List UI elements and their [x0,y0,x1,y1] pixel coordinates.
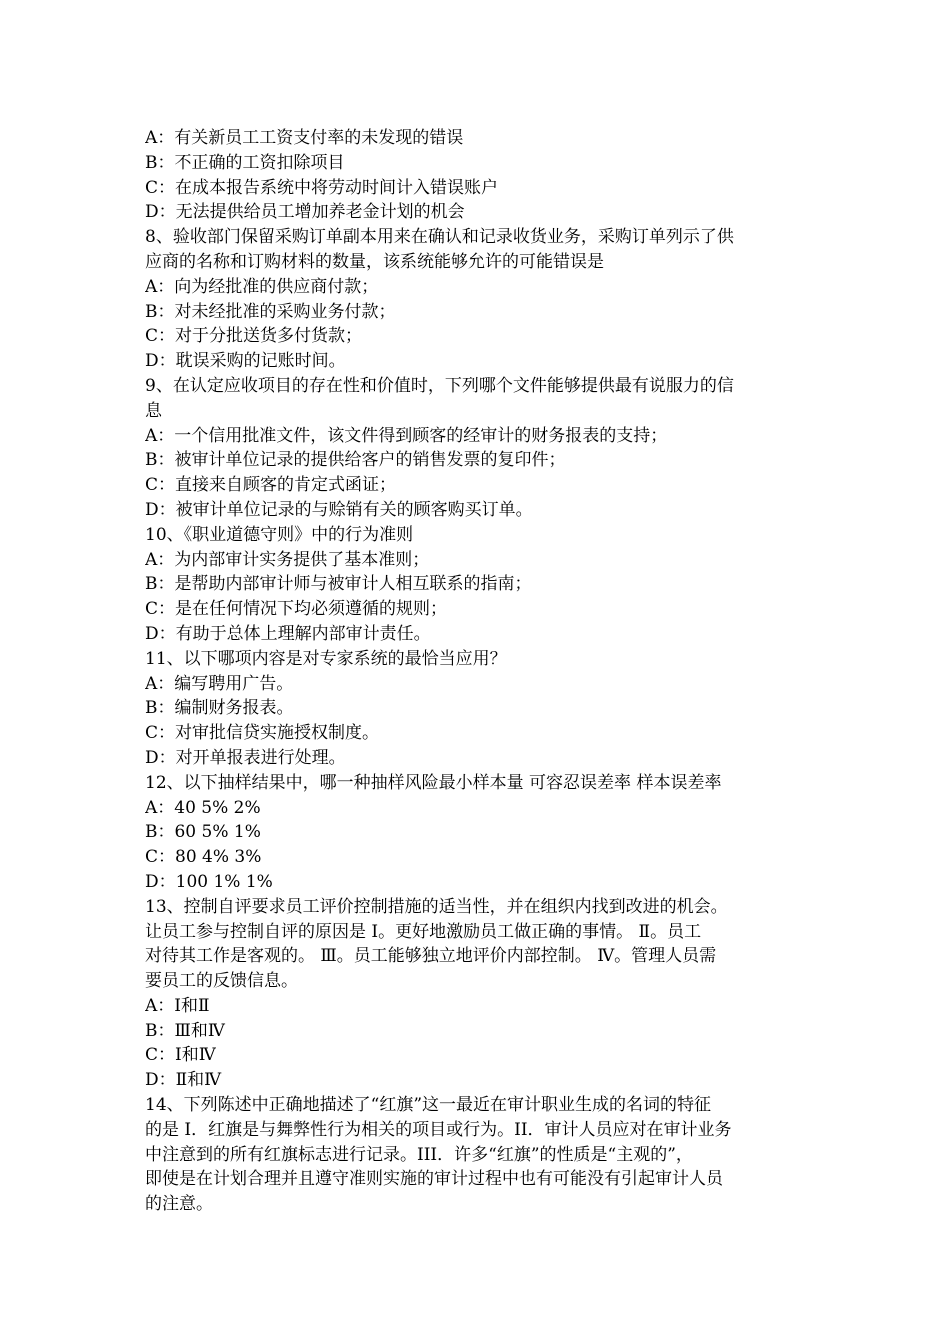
text-line: C：直接来自顾客的肯定式函证； [145,475,397,496]
text-line: B：对未经批准的采购业务付款； [145,301,396,322]
text-line: 息 [145,400,162,421]
text-line: A：一个信用批准文件，该文件得到顾客的经审计的财务报表的支持； [145,425,668,446]
text-line: A：40 5% 2% [145,797,261,818]
text-line: B：编制财务报表。 [145,698,294,719]
text-line: C：在成本报告系统中将劳动时间计入错误账户 [145,177,499,198]
text-line: A：Ⅰ和Ⅱ [145,995,210,1016]
text-line: C：对审批信贷实施授权制度。 [145,723,380,744]
document-page [145,126,810,1217]
text-line: B：60 5% 1% [145,822,261,843]
text-line: B：不正确的工资扣除项目 [145,152,345,173]
text-line: A：有关新员工工资支付率的未发现的错误 [145,128,464,148]
text-line: B：被审计单位记录的提供给客户的销售发票的复印件； [145,450,566,471]
text-line: C：对于分批送货多付货款； [145,326,363,347]
question-11-line: 11、以下哪项内容是对专家系统的最恰当应用？ [145,648,507,669]
text-line: C：Ⅰ和Ⅳ [145,1045,216,1066]
text-line: A：编写聘用广告。 [145,673,294,694]
text-line: A：向为经批准的供应商付款； [145,276,379,297]
text-line: B：Ⅲ和Ⅳ [145,1020,225,1041]
question-12-line: 12、以下抽样结果中，哪一种抽样风险最小样本量 可容忍误差率 样本误差率 [145,772,722,793]
text-line: D：Ⅱ和Ⅳ [145,1070,222,1091]
text-line: 的是 I．红旗是与舞弊性行为相关的项目或行为。II．审计人员应对在审计业务 [145,1119,732,1140]
text-line: 的注意。 [145,1194,213,1215]
text-line: D：100 1% 1% [145,871,273,892]
question-14-line: 14、下列陈述中正确地描述了“红旗”这一最近在审计职业生成的名词的特征 [145,1095,712,1116]
text-line: D：耽误采购的记账时间。 [145,351,346,372]
text-line: D：对开单报表进行处理。 [145,747,346,768]
text-line: 要员工的反馈信息。 [145,971,298,992]
text-line: 让员工参与控制自评的原因是 Ⅰ。更好地激励员工做正确的事情。 Ⅱ。员工 [145,921,702,942]
text-line: C：是在任何情况下均必须遵循的规则； [145,599,448,620]
text-line: D：无法提供给员工增加养老金计划的机会 [145,202,465,223]
question-13-line: 13、控制自评要求员工评价控制措施的适当性，并在组织内找到改进的机会。 [145,896,728,917]
question-9-line: 9、在认定应收项目的存在性和价值时，下列哪个文件能够提供最有说服力的信 [145,375,734,396]
text-line: 应商的名称和订购材料的数量，该系统能够允许的可能错误是 [145,251,604,272]
text-line: 即使是在计划合理并且遵守准则实施的审计过程中也有可能没有引起审计人员 [145,1169,723,1190]
text-line: D：有助于总体上理解内部审计责任。 [145,623,431,644]
question-10-line: 10、《职业道德守则》中的行为准则 [145,524,414,545]
text-line: 对待其工作是客观的。 Ⅲ。员工能够独立地评价内部控制。 Ⅳ。管理人员需 [145,946,717,967]
question-8-line: 8、验收部门保留采购订单副本用来在确认和记录收货业务，采购订单列示了供 [145,227,734,248]
text-line: A：为内部审计实务提供了基本准则； [145,549,430,570]
text-line: B：是帮助内部审计师与被审计人相互联系的指南； [145,574,532,595]
text-line: D：被审计单位记录的与赊销有关的顾客购买订单。 [145,499,533,520]
text-line: 中注意到的所有红旗标志进行记录。III．许多“红旗”的性质是“主观的”， [145,1144,693,1165]
text-line: C：80 4% 3% [145,847,262,868]
